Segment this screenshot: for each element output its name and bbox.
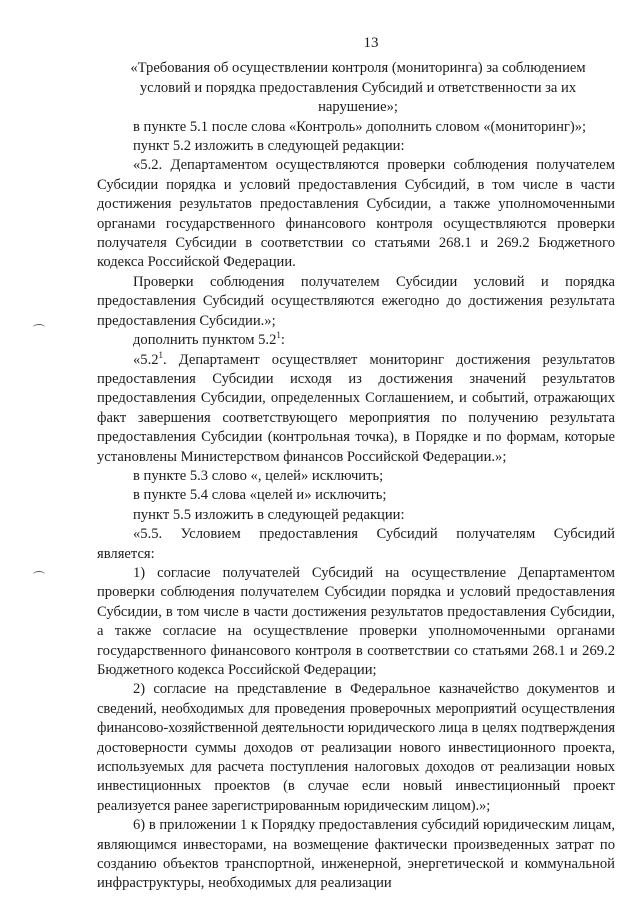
page-number: 13 xyxy=(363,35,379,51)
paragraph: Проверки соблюдения получателем Субсидии условий и порядка предоставления Субсидий осуществляются ежегодно до достижения результата предоставления Субсидии.»; xyxy=(97,273,615,329)
text-fragment: : xyxy=(280,332,285,349)
text-fragment: . Департамент осуществляет мониторинг достижения результатов предоставления Субсидии исходя из достижения значений результатов предоставления Субсидии, определенных Соглашением, и событий, отражающих факт завершения соответствующего мероприятия по получению результата предоставления Субсидии (контрольная точка), в Порядке и по формам, которые установлены Министерством финансов Российской Федерации.»; xyxy=(97,351,615,465)
paragraph: в пункте 5.1 после слова «Контроль» дополнить словом «(мониторинг)»; xyxy=(133,118,587,135)
superscript: 1 xyxy=(276,330,281,341)
paragraph: 6) в приложении 1 к Порядку предоставления субсидий юридическим лицам, являющимся инвесторами, на возмещение фактически произведенных затрат по созданию объектов транспортной, инженерной, энергетической и коммунальной инфраструктуры, необходимых для реализации xyxy=(97,817,615,892)
paragraph xyxy=(97,331,615,350)
margin-punch-mark xyxy=(33,324,45,331)
superscript: 1 xyxy=(158,349,164,360)
section-title: «Требования об осуществлении контроля (мониторинга) за соблюдением условий и порядка предоставления Субсидий и ответственности за их нарушение»; xyxy=(130,60,586,116)
paragraph: в пункте 5.3 слово «, целей» исключить; xyxy=(133,467,384,484)
paragraph: в пункте 5.4 слова «целей и» исключить; xyxy=(133,487,387,504)
quoted-paragraph: «5.2. Департаментом осуществляются проверки соблюдения получателем Субсидии порядка и условий предоставления Субсидий, в том числе в части достижения результатов предоставления Субсидии, а также уполномоченными органами государственного финансового контроля осуществляются проверки получателя Субсидии в соответствии со статьями 268.1 и 269.2 Бюджетного кодекса Российской Федерации. xyxy=(97,157,615,271)
margin-punch-mark xyxy=(33,571,45,578)
paragraph: пункт 5.5 изложить в следующей редакции: xyxy=(133,506,405,523)
text-fragment: «5.2 xyxy=(133,351,159,368)
list-item: 1) согласие получателей Субсидий на осуществление Департаментом проверки соблюдения получателем Субсидии порядка и условий предоставления Субсидии, в том числе в части достижения результатов предоставления Субсидии, а также согласие на осуществление проверки уполномоченными органами государственного финансового контроля в соответствии со статьями 268.1 и 269.2 Бюджетного кодекса Российской Федерации; xyxy=(97,564,615,678)
quoted-paragraph: «5.5. Условием предоставления Субсидий получателям Субсидий является: xyxy=(97,526,615,562)
text-fragment: дополнить пунктом 5.2 xyxy=(133,332,277,349)
list-item: 2) согласие на представление в Федеральное казначейство документов и сведений, необходимых для проведения проверочных мероприятий осуществления финансово-хозяйственной деятельности юридического лица в целях подтверждения достоверности суммы доходов от реализации нового инвестиционного проекта, используемых для расчета поступления налоговых доходов от реализации новых инвестиционных проектов (в случае если новый инвестиционный проект реализуется ранее зарегистрированным юридическим лицом).»; xyxy=(97,681,615,814)
quoted-paragraph xyxy=(97,351,615,467)
paragraph: пункт 5.2 изложить в следующей редакции: xyxy=(133,138,405,155)
